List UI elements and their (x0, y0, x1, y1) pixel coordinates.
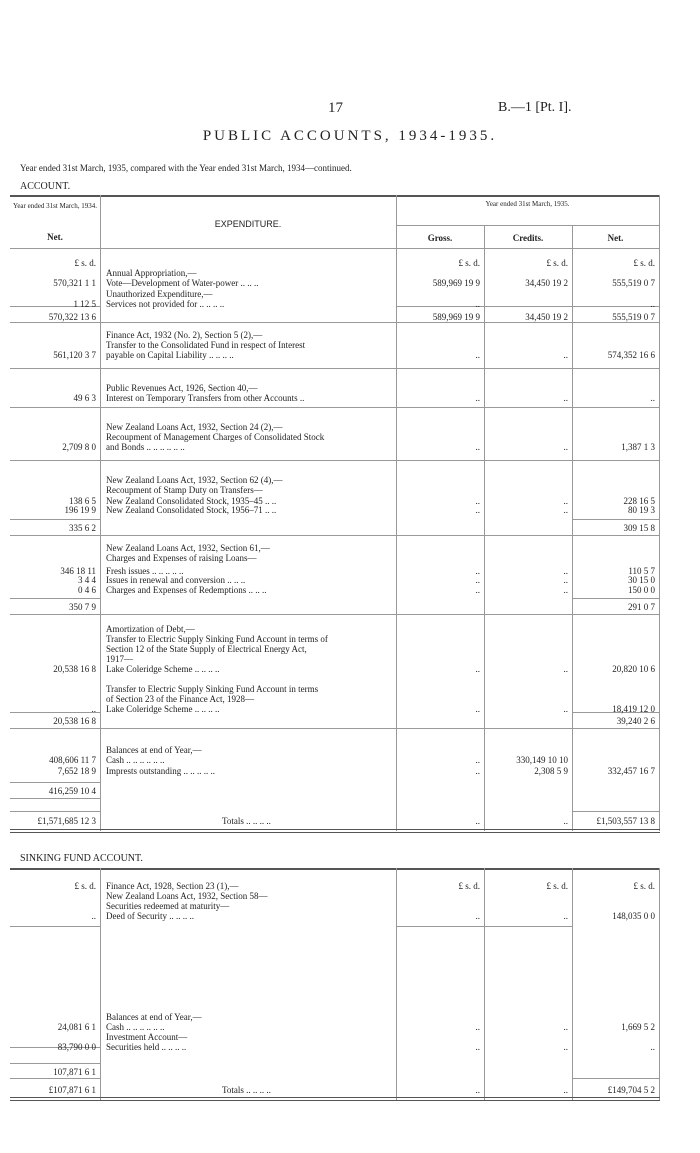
account-cell-credits: .. (563, 704, 568, 714)
account-cell-credits: .. (563, 393, 568, 403)
page-reference: B.—1 [Pt. I]. (498, 100, 572, 115)
account-row-desc: Public Revenues Act, 1926, Section 40,— (106, 383, 258, 393)
account-row-desc: Recoupment of Management Charges of Consolidated Stock (106, 432, 325, 442)
account-cell-prev: 49 6 3 (73, 393, 96, 403)
sf-units-credits: £ s. d. (546, 881, 568, 891)
account-cell-prev: 7,652 18 9 (57, 766, 96, 776)
account-cell-prev: 350 7 9 (69, 602, 96, 612)
account-row-desc: Section 12 of the State Supply of Electrical Energy Act, (106, 644, 307, 654)
account-row-desc: of Section 23 of the Finance Act, 1928— (106, 694, 254, 704)
account-cell-prev: 561,120 3 7 (53, 350, 96, 360)
account-cell-net: 110 5 7 (628, 566, 655, 576)
sf-units-gross: £ s. d. (458, 881, 480, 891)
sinking-cell-credits: .. (563, 1042, 568, 1052)
account-cell-prev: 3 4 4 (78, 575, 96, 585)
account-cell-net: 80 19 3 (628, 505, 655, 515)
sinking-cell-gross: .. (475, 1085, 480, 1095)
account-cell-prev: 20,538 16 8 (53, 664, 96, 674)
account-cell-net: 18,419 12 0 (612, 704, 655, 714)
section-label-account: ACCOUNT. (20, 181, 71, 192)
account-cell-gross: .. (475, 575, 480, 585)
account-cell-gross: .. (475, 442, 480, 452)
account-cell-prev: 138 6 5 (69, 496, 96, 506)
account-cell-credits: .. (563, 575, 568, 585)
sinking-row-desc: New Zealand Loans Act, 1932, Section 58— (106, 891, 268, 901)
account-cell-credits: 330,149 10 10 (516, 755, 568, 765)
sinking-cell-net: 148,035 0 0 (612, 911, 655, 921)
account-cell-gross: .. (475, 816, 480, 826)
account-cell-net: 332,457 16 7 (607, 766, 655, 776)
account-cell-net: .. (650, 299, 655, 309)
account-cell-gross: .. (475, 755, 480, 765)
account-cell-gross: 589,969 19 9 (432, 312, 480, 322)
account-cell-gross: .. (475, 664, 480, 674)
units-net: £ s. d. (633, 258, 655, 268)
header-gross: Gross. (427, 233, 453, 243)
account-cell-credits: .. (563, 496, 568, 506)
account-row-desc: Lake Coleridge Scheme .. .. .. .. (106, 664, 220, 674)
section-label-sinking-fund: SINKING FUND ACCOUNT. (20, 853, 143, 864)
sf-units-prev: £ s. d. (74, 881, 96, 891)
account-cell-net: 555,519 0 7 (612, 278, 655, 288)
account-cell-gross: 589,969 19 9 (432, 278, 480, 288)
account-cell-net: £1,503,557 13 8 (596, 816, 655, 826)
account-cell-net: 30 15 0 (628, 575, 655, 585)
account-row-desc: Issues in renewal and conversion .. .. .. (106, 575, 246, 585)
sinking-cell-net: .. (650, 1042, 655, 1052)
sinking-row-desc: Securities redeemed at maturity— (106, 901, 230, 911)
account-row-desc: Cash .. .. .. .. .. .. (106, 755, 165, 765)
account-cell-gross: .. (475, 505, 480, 515)
account-cell-net: 574,352 16 6 (607, 350, 655, 360)
account-row-desc: Unauthorized Expenditure,— (106, 289, 213, 299)
sinking-row-desc: Totals .. .. .. .. (222, 1085, 271, 1095)
account-row-desc: Fresh issues .. .. .. .. .. (106, 566, 184, 576)
account-row-desc: 1917— (106, 654, 133, 664)
account-row-desc: Charges and Expenses of Redemptions .. .. .. (106, 585, 267, 595)
sinking-cell-credits: .. (563, 1085, 568, 1095)
account-cell-credits: .. (563, 442, 568, 452)
account-cell-prev: 196 19 9 (64, 505, 96, 515)
account-cell-credits: .. (563, 816, 568, 826)
account-cell-gross: .. (475, 393, 480, 403)
account-cell-prev: 570,321 1 1 (53, 278, 96, 288)
sinking-cell-prev: £107,871 6 1 (48, 1085, 96, 1095)
account-row-desc: Balances at end of Year,— (106, 745, 202, 755)
account-row-desc: New Zealand Loans Act, 1932, Section 24 (2),— (106, 422, 283, 432)
sinking-cell-net: £149,704 5 2 (607, 1085, 655, 1095)
sinking-row-desc: Investment Account— (106, 1032, 188, 1042)
account-cell-credits: .. (563, 566, 568, 576)
account-row-desc: Totals .. .. .. .. (222, 816, 271, 826)
account-row-desc: Transfer to the Consolidated Fund in respect of Interest (106, 340, 306, 350)
sinking-row-desc: Securities held .. .. .. .. (106, 1042, 187, 1052)
sinking-cell-prev: .. (91, 911, 96, 921)
header-credits: Credits. (512, 233, 544, 243)
sinking-row-desc: Cash .. .. .. .. .. .. (106, 1022, 165, 1032)
account-row-desc: New Zealand Loans Act, 1932, Section 62 (4),— (106, 475, 283, 485)
account-cell-credits: 34,450 19 2 (525, 312, 568, 322)
account-row-desc: Annual Appropriation,— (106, 268, 197, 278)
header-cur-year: Year ended 31st March, 1935. (485, 200, 570, 208)
account-cell-credits: 34,450 19 2 (525, 278, 568, 288)
account-cell-net: .. (650, 393, 655, 403)
account-cell-credits: .. (563, 585, 568, 595)
header-prev-year: Year ended 31st March, 1934. (12, 202, 98, 210)
sinking-row-desc: Finance Act, 1928, Section 23 (1),— (106, 881, 239, 891)
header-net: Net. (607, 233, 624, 243)
page-subtitle: Year ended 31st March, 1935, compared with the Year ended 31st March, 1934—continued. (20, 163, 352, 173)
page-number: 17 (328, 100, 343, 116)
account-cell-net: 309 15 8 (623, 523, 655, 533)
account-row-desc: Transfer to Electric Supply Sinking Fund Account in terms of (106, 634, 328, 644)
account-cell-credits: .. (563, 664, 568, 674)
account-cell-prev: .. (91, 704, 96, 714)
account-cell-net: 150 0 0 (628, 585, 655, 595)
account-row-desc: Interest on Temporary Transfers from other Accounts .. (106, 393, 305, 403)
account-cell-gross: .. (475, 299, 480, 309)
account-cell-prev: 335 6 2 (69, 523, 96, 533)
account-cell-gross: .. (475, 704, 480, 714)
header-prev-net: Net. (47, 232, 63, 242)
account-cell-net: 555,519 0 7 (612, 312, 655, 322)
account-cell-net: 1,387 1 3 (621, 442, 655, 452)
account-cell-prev: 416,259 10 4 (48, 786, 96, 796)
sinking-cell-prev: 107,871 6 1 (53, 1067, 96, 1077)
account-cell-prev: 346 18 11 (60, 566, 96, 576)
account-cell-gross: .. (475, 766, 480, 776)
sinking-cell-prev: 24,081 6 1 (57, 1022, 96, 1032)
account-cell-prev: 2,709 8 0 (62, 442, 96, 452)
sinking-cell-net: 1,669 5 2 (621, 1022, 655, 1032)
account-cell-credits: 2,308 5 9 (534, 766, 568, 776)
sinking-cell-prev: 83,790 0 0 (57, 1042, 96, 1052)
account-cell-gross: .. (475, 585, 480, 595)
sinking-cell-credits: .. (563, 1022, 568, 1032)
units-credits: £ s. d. (546, 258, 568, 268)
account-row-desc: New Zealand Consolidated Stock, 1956–71 .. .. (106, 505, 277, 515)
sf-units-net: £ s. d. (633, 881, 655, 891)
page-title: PUBLIC ACCOUNTS, 1934-1935. (202, 128, 498, 144)
sinking-cell-credits: .. (563, 911, 568, 921)
sinking-cell-gross: .. (475, 911, 480, 921)
account-row-desc: New Zealand Consolidated Stock, 1935–45 .. .. (106, 496, 277, 506)
account-cell-prev: 408,606 11 7 (49, 755, 96, 765)
account-row-desc: Lake Coleridge Scheme .. .. .. .. (106, 704, 220, 714)
sinking-row-desc: Deed of Security .. .. .. .. (106, 911, 194, 921)
account-cell-gross: .. (475, 350, 480, 360)
account-cell-gross: .. (475, 566, 480, 576)
account-cell-prev: 1 12 5 (73, 299, 96, 309)
account-cell-net: 228 16 5 (623, 496, 655, 506)
account-cell-gross: .. (475, 496, 480, 506)
account-row-desc: Recoupment of Stamp Duty on Transfers— (106, 485, 263, 495)
account-row-desc: and Bonds .. .. .. .. .. .. (106, 442, 185, 452)
account-cell-net: 291 0 7 (628, 602, 655, 612)
sinking-cell-gross: .. (475, 1042, 480, 1052)
account-row-desc: Amortization of Debt,— (106, 624, 195, 634)
sinking-row-desc: Balances at end of Year,— (106, 1012, 202, 1022)
account-row-desc: Vote—Development of Water-power .. .. .. (106, 278, 259, 288)
account-cell-net: 39,240 2 6 (616, 716, 655, 726)
account-row-desc: Services not provided for .. .. .. .. (106, 299, 225, 309)
account-cell-net: 20,820 10 6 (612, 664, 655, 674)
account-row-desc: Imprests outstanding .. .. .. .. .. (106, 766, 215, 776)
header-expenditure: EXPENDITURE. (214, 219, 282, 229)
units-gross: £ s. d. (458, 258, 480, 268)
units-prev: £ s. d. (74, 258, 96, 268)
account-row-desc: Charges and Expenses of raising Loans— (106, 553, 257, 563)
account-cell-credits: .. (563, 505, 568, 515)
account-cell-prev: 570,322 13 6 (48, 312, 96, 322)
account-cell-credits: .. (563, 350, 568, 360)
account-row-desc: payable on Capital Liability .. .. .. .. (106, 350, 234, 360)
account-cell-prev: 0 4 6 (78, 585, 96, 595)
account-row-desc: Transfer to Electric Supply Sinking Fund Account in terms (106, 684, 319, 694)
sinking-cell-gross: .. (475, 1022, 480, 1032)
account-row-desc: New Zealand Loans Act, 1932, Section 61,— (106, 543, 270, 553)
account-row-desc: Finance Act, 1932 (No. 2), Section 5 (2),— (106, 330, 263, 340)
account-cell-prev: 20,538 16 8 (53, 716, 96, 726)
account-cell-prev: £1,571,685 12 3 (37, 816, 96, 826)
